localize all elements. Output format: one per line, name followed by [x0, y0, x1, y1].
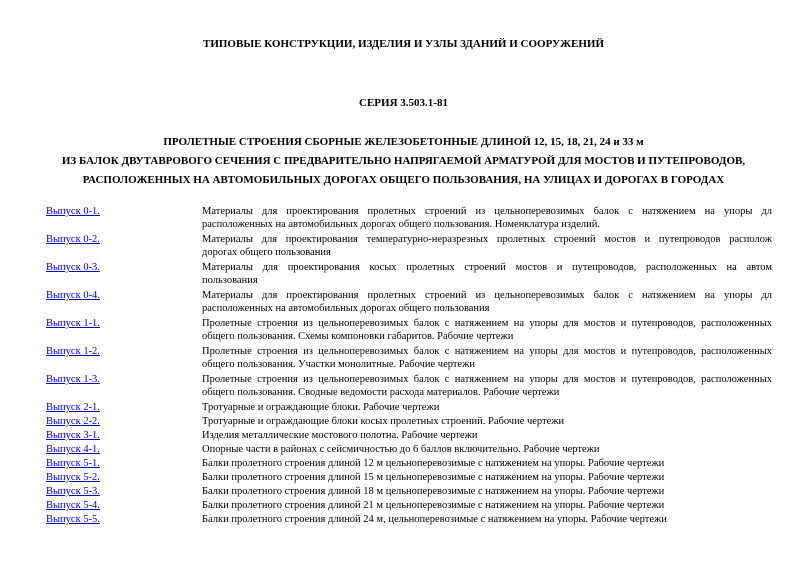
issue-description-line: Материалы для проектирования косых пролетных строений мостов и путепроводов, расположенных на автом: [202, 262, 772, 273]
issue-link[interactable]: Выпуск 0-4.: [46, 290, 100, 301]
issue-description-line: Пролетные строения из цельноперевозимых балок с натяжением на упоры для мостов и путепроводов, расположенных: [202, 318, 772, 329]
issue-description: [202, 500, 772, 513]
issue-description-line: Опорные части в районах с сейсмичностью до 6 баллов включительно. Рабочие чертежи: [202, 444, 600, 455]
issue-description-line: Тротуарные и ограждающие блоки косых пролетных строений. Рабочие чертежи: [202, 416, 565, 427]
issue-description: [202, 444, 772, 457]
issue-row: [0, 346, 807, 376]
issue-link[interactable]: Выпуск 0-3.: [46, 262, 100, 273]
issue-row: [0, 402, 807, 416]
issue-row: [0, 472, 807, 486]
issue-link[interactable]: Выпуск 5-1.: [46, 458, 100, 469]
issue-link[interactable]: Выпуск 1-2.: [46, 346, 100, 357]
issue-link[interactable]: Выпуск 0-2.: [46, 234, 100, 245]
issue-link[interactable]: Выпуск 5-3.: [46, 486, 100, 497]
issue-row: [0, 262, 807, 292]
issue-row: [0, 318, 807, 348]
issue-description-line: Пролетные строения из цельноперевозимых балок с натяжением на упоры для мостов и путепроводов, расположенных: [202, 346, 772, 357]
issue-description: [202, 430, 772, 443]
issue-row: [0, 444, 807, 458]
issue-description: [202, 458, 772, 471]
issue-description-line: общего пользования. Сводные ведомости расхода материалов. Рабочие чертежи: [202, 386, 560, 398]
issue-description: [202, 206, 772, 231]
issue-description: [202, 514, 772, 527]
issue-row: [0, 514, 807, 528]
issue-description-line: Балки пролетного строения длиной 24 м, цельноперевозимые с натяжением на упоры. Рабочие чертежи: [202, 514, 667, 525]
issue-description-line: Балки пролетного строения длиной 12 м цельноперевозимые с натяжением на упоры. Рабочие чертежи: [202, 458, 665, 469]
issue-description-line: расположенных на автомобильных дорогах общего пользования: [202, 302, 490, 314]
issue-description-line: Тротуарные и ограждающие блоки. Рабочие чертежи: [202, 402, 440, 413]
issue-link[interactable]: Выпуск 5-2.: [46, 472, 100, 483]
issue-row: [0, 416, 807, 430]
issue-description-line: Материалы для проектирования пролетных строений из цельноперевозимых балок с натяжением на упоры дл: [202, 290, 772, 301]
issue-description-line: Изделия металлические мостового полотна. Рабочие чертежи: [202, 430, 478, 441]
issue-description: [202, 318, 772, 343]
issue-row: [0, 206, 807, 236]
issue-description-line: дорогах общего пользования: [202, 246, 331, 258]
issue-description-line: Пролетные строения из цельноперевозимых балок с натяжением на упоры для мостов и путепроводов, расположенных: [202, 374, 772, 385]
issue-description-line: Балки пролетного строения длиной 21 м цельноперевозимые с натяжением на упоры. Рабочие чертежи: [202, 500, 665, 511]
issue-description: [202, 472, 772, 485]
issue-list: [0, 206, 807, 526]
issue-row: [0, 458, 807, 472]
issue-description: [202, 346, 772, 371]
issue-link[interactable]: Выпуск 4-1.: [46, 444, 100, 455]
issue-row: [0, 290, 807, 320]
issue-description: [202, 234, 772, 259]
issue-description-line: расположенных на автомобильных дорогах общего пользования. Номенклатура изделий.: [202, 218, 600, 230]
document-title-line-2: ИЗ БАЛОК ДВУТАВРОВОГО СЕЧЕНИЯ С ПРЕДВАРИТЕЛЬНО НАПРЯГАЕМОЙ АРМАТУРОЙ ДЛЯ МОСТОВ И ПУТЕПРОВОДОВ,: [61, 155, 746, 167]
issue-row: [0, 374, 807, 404]
document-title-line-3: РАСПОЛОЖЕННЫХ НА АВТОМОБИЛЬНЫХ ДОРОГАХ ОБЩЕГО ПОЛЬЗОВАНИЯ, НА УЛИЦАХ И ДОРОГАХ В ГОРОДАХ: [82, 174, 725, 186]
issue-row: [0, 430, 807, 444]
document-header: ТИПОВЫЕ КОНСТРУКЦИИ, ИЗДЕЛИЯ И УЗЛЫ ЗДАНИЙ И СООРУЖЕНИЙ: [202, 38, 605, 50]
issue-description-line: пользования: [202, 274, 258, 286]
issue-link[interactable]: Выпуск 2-1.: [46, 402, 100, 413]
document-title-line-1: ПРОЛЕТНЫЕ СТРОЕНИЯ СБОРНЫЕ ЖЕЛЕЗОБЕТОННЫЕ ДЛИНОЙ 12, 15, 18, 21, 24 и 33 м: [163, 136, 644, 148]
issue-description-line: Балки пролетного строения длиной 18 м цельноперевозимые с натяжением на упоры. Рабочие чертежи: [202, 486, 665, 497]
issue-link[interactable]: Выпуск 5-4.: [46, 500, 100, 511]
issue-description-line: Материалы для проектирования температурно-неразрезных пролетных строений мостов и путепроводов располож: [202, 234, 772, 245]
issue-description: [202, 290, 772, 315]
issue-row: [0, 486, 807, 500]
issue-description: [202, 262, 772, 287]
issue-description-line: общего пользования. Схемы компоновки габаритов. Рабочие чертежи: [202, 330, 514, 342]
issue-description: [202, 374, 772, 399]
issue-link[interactable]: Выпуск 3-1.: [46, 430, 100, 441]
issue-description-line: общего пользования. Участки монолитные. Рабочие чертежи: [202, 358, 475, 370]
issue-description: [202, 486, 772, 499]
issue-link[interactable]: Выпуск 1-1.: [46, 318, 100, 329]
issue-row: [0, 500, 807, 514]
issue-description: [202, 402, 772, 415]
series-number: СЕРИЯ 3.503.1-81: [359, 97, 448, 109]
issue-link[interactable]: Выпуск 5-5.: [46, 514, 100, 525]
issue-description-line: Балки пролетного строения длиной 15 м цельноперевозимые с натяжением на упоры. Рабочие чертежи: [202, 472, 665, 483]
issue-description-line: Материалы для проектирования пролетных строений из цельноперевозимых балок с натяжением на упоры дл: [202, 206, 772, 217]
issue-description: [202, 416, 772, 429]
issue-link[interactable]: Выпуск 2-2.: [46, 416, 100, 427]
issue-link[interactable]: Выпуск 0-1.: [46, 206, 100, 217]
issue-link[interactable]: Выпуск 1-3.: [46, 374, 100, 385]
issue-row: [0, 234, 807, 264]
